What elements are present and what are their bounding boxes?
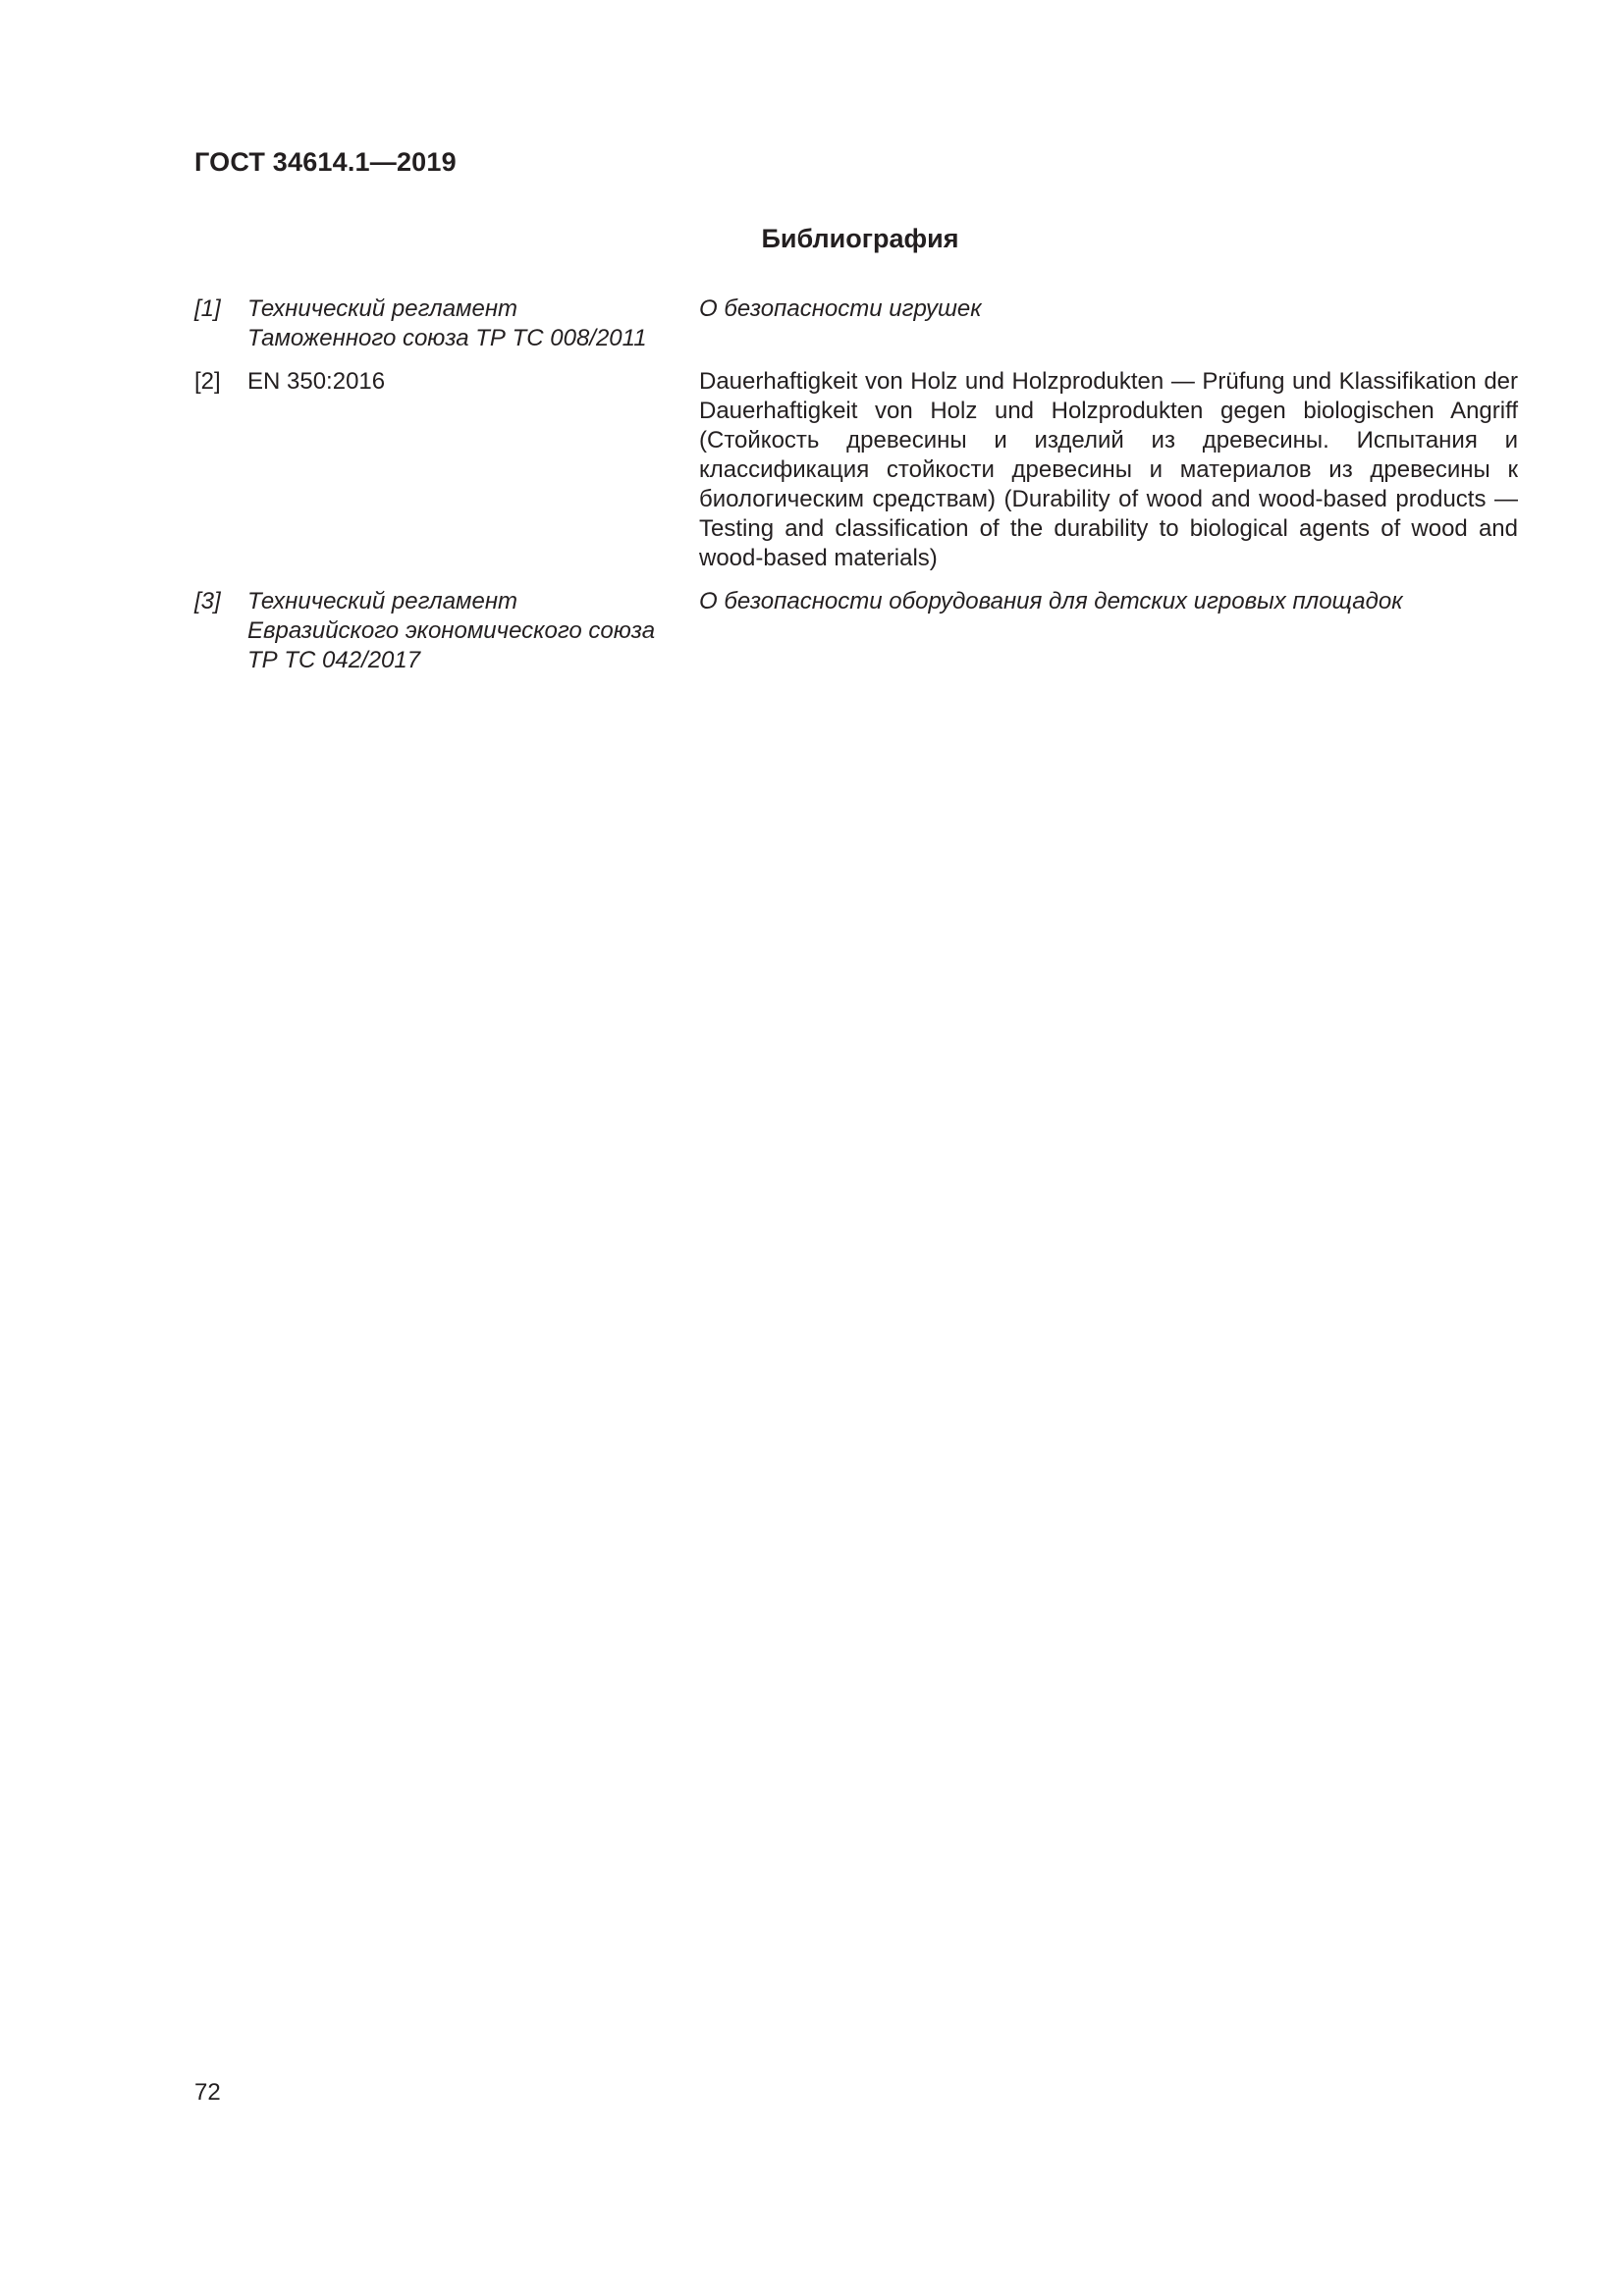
reference-line: Технический регламент bbox=[247, 588, 518, 614]
entry-description: О безопасности оборудования для детских игровых площадок bbox=[699, 588, 1403, 614]
entry-description: Dauerhaftigkeit von Holz und Holzprodukten — Prüfung und Klassifikation der Dauerhaftigkeit von Holz und Holzprodukten gegen biologischen Angriff (Стойкость древесины и изделий из древесины. Испытания и классификация стойкости древесины и материалов из древесины к биологическим средствам) (Durability of wood and wood-based products — Testing and classification of the durability to biological agents of wood and wood-based materials) bbox=[699, 368, 1518, 571]
entry-number: [3] bbox=[194, 588, 221, 614]
reference-line: Технический регламент bbox=[247, 295, 518, 322]
document-number: ГОСТ 34614.1—2019 bbox=[194, 147, 457, 177]
entry-number: [2] bbox=[194, 368, 221, 395]
entry-reference bbox=[247, 587, 699, 675]
entry-number: [1] bbox=[194, 295, 221, 322]
bibliography-entry-3 bbox=[194, 587, 1518, 675]
page-number: 72 bbox=[194, 2079, 221, 2106]
reference-line: ТР ТС 042/2017 bbox=[247, 647, 421, 673]
reference-line: EN 350:2016 bbox=[247, 368, 386, 395]
bibliography-entry-2 bbox=[194, 367, 1518, 573]
entry-reference bbox=[247, 367, 699, 397]
section-title: Библиография bbox=[761, 224, 959, 253]
bibliography-entry-1 bbox=[194, 294, 1518, 353]
reference-line: Таможенного союза ТР ТС 008/2011 bbox=[247, 325, 647, 351]
reference-line: Евразийского экономического союза bbox=[247, 617, 656, 644]
bibliography-list bbox=[194, 294, 1518, 689]
entry-description: О безопасности игрушек bbox=[699, 295, 982, 322]
entry-reference bbox=[247, 294, 699, 353]
